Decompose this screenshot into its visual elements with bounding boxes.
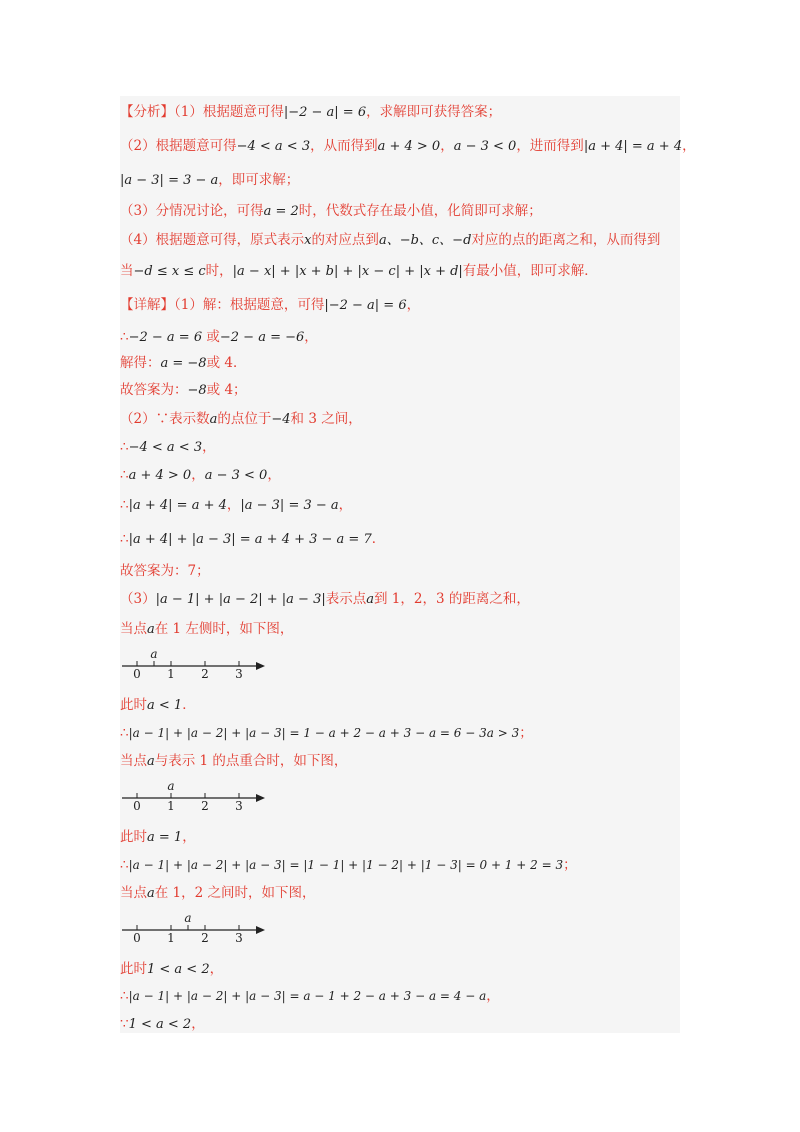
detail-line-6 — [120, 438, 216, 457]
detail-line-1 — [120, 296, 420, 315]
text: ； — [563, 857, 577, 873]
tick-label: 0 — [133, 931, 141, 942]
math: −4 < a < 3 — [128, 440, 203, 455]
text: 对应的点的距离之和，从而得到 — [471, 232, 661, 248]
text: 表示点 — [325, 591, 367, 607]
text: 时，代数式存在最小值，化简即可求解； — [298, 203, 542, 219]
math: |a − 1| + |a − 2| + |a − 3| — [155, 592, 326, 607]
detail-line-5 — [120, 410, 362, 429]
math: a < 1 — [147, 698, 183, 713]
math: a = 1 — [147, 830, 183, 845]
text: ． — [371, 531, 386, 547]
text: 解得： — [120, 355, 161, 371]
math: |a + 4| + |a − 3| = a + 4 + 3 − a = 7 — [128, 532, 372, 547]
tick-label: 2 — [201, 799, 209, 810]
tick-label: 1 — [167, 799, 175, 810]
math: |−2 − a| = 6 — [283, 105, 367, 120]
therefore-symbol: ∴ — [120, 531, 129, 547]
text: ， — [682, 138, 696, 154]
text: （1）根据题意可得 — [174, 104, 284, 120]
text: ， — [202, 439, 216, 455]
math: a — [147, 622, 155, 637]
math: a — [147, 754, 155, 769]
text: 在 1，2 之间时，如下图， — [154, 885, 316, 901]
math: a − 3 < 0 — [453, 139, 517, 154]
text: ； — [519, 725, 533, 741]
math: a = 2 — [263, 204, 299, 219]
text: ， — [486, 988, 500, 1004]
detail-line-8 — [120, 496, 352, 515]
text: ， — [440, 138, 454, 154]
text: （3） — [120, 591, 156, 607]
detail-line-2 — [120, 328, 318, 347]
axis-arrow-icon — [256, 926, 265, 934]
text: ， — [209, 961, 224, 977]
therefore-symbol: ∴ — [120, 497, 129, 513]
text: （3）分情况讨论，可得 — [120, 203, 264, 219]
number-line-1 — [120, 644, 270, 678]
text: ，即可求解； — [218, 172, 300, 188]
text: 或 — [202, 329, 220, 345]
text: 此时 — [120, 697, 147, 713]
tick-label: 3 — [235, 799, 243, 810]
text: 当 — [120, 263, 134, 279]
therefore-symbol: ∴ — [120, 329, 129, 345]
text: 的对应点到 — [311, 232, 379, 248]
text: ，求解即可获得答案； — [366, 104, 502, 120]
tick-label: 0 — [133, 667, 141, 678]
math: x — [304, 233, 312, 248]
math: −8 — [187, 383, 207, 398]
therefore-symbol: ∴ — [120, 439, 129, 455]
point-label: a — [150, 647, 158, 661]
math: |a + 4| = a + 4 — [583, 139, 683, 154]
detail-line-18 — [120, 884, 316, 903]
math: a、−b、c、−d — [378, 233, 472, 248]
axis-arrow-icon — [256, 662, 265, 670]
analysis-line-2 — [120, 137, 696, 156]
tick-label: 3 — [235, 931, 243, 942]
detail-line-15 — [120, 752, 347, 771]
number-line-3 — [120, 908, 270, 942]
therefore-symbol: ∴ — [120, 988, 129, 1004]
math: −2 − a = −6 — [219, 330, 305, 345]
text: ， — [226, 497, 241, 513]
detail-line-10: 故答案为：7； — [120, 563, 210, 579]
math: a — [209, 412, 218, 427]
detail-line-13 — [120, 696, 196, 715]
point-label: a — [184, 911, 192, 925]
math: a — [147, 886, 155, 901]
math: |a − 3| = 3 − a — [120, 173, 219, 188]
detail-line-7 — [120, 466, 281, 485]
point-label: a — [167, 779, 175, 793]
math: 1 < a < 2 — [147, 962, 210, 977]
text: （2）根据题意可得 — [120, 138, 237, 154]
detail-line-12 — [120, 620, 293, 639]
analysis-line-6 — [120, 262, 598, 281]
text: 有最小值，即可求解． — [462, 263, 598, 279]
analysis-line-5 — [120, 231, 660, 250]
math: a = −8 — [160, 356, 207, 371]
tick-label: 0 — [133, 799, 141, 810]
analysis-heading: 【分析】 — [120, 104, 174, 120]
math: −2 − a = 6 — [128, 330, 203, 345]
math: −4 — [271, 412, 291, 427]
math: 1 < a < 2 — [128, 1017, 192, 1032]
text: ，从而得到 — [310, 138, 378, 154]
analysis-line-1 — [120, 103, 501, 122]
analysis-line-4 — [120, 202, 542, 221]
text: 时， — [205, 263, 233, 279]
text: 当点 — [120, 753, 147, 769]
detail-line-19 — [120, 960, 223, 979]
math: |a − 1| + |a − 2| + |a − 3| = a − 1 + 2 − a + 3 − a = 4 − a — [128, 989, 487, 1003]
detail-heading: 【详解】 — [120, 297, 174, 313]
number-line-2 — [120, 776, 270, 810]
detail-line-20 — [120, 987, 500, 1005]
text: （4）根据题意可得，原式表示 — [120, 232, 305, 248]
math: a + 4 > 0 — [128, 468, 192, 483]
detail-line-3 — [120, 354, 246, 373]
text: 与表示 1 的点重合时，如下图， — [154, 753, 348, 769]
math: |a − 1| + |a − 2| + |a − 3| = |1 − 1| + |1 − 2| + |1 − 3| = 0 + 1 + 2 = 3 — [128, 858, 564, 872]
therefore-symbol: ∴ — [120, 467, 129, 483]
text: ， — [191, 1016, 205, 1032]
math: −4 < a < 3 — [236, 139, 311, 154]
text: 在 1 左侧时，如下图， — [154, 621, 294, 637]
text: ， — [406, 297, 421, 313]
text: 当点 — [120, 885, 147, 901]
text: ， — [191, 467, 205, 483]
text: 和 3 之间， — [290, 411, 362, 427]
detail-line-17 — [120, 856, 577, 874]
text: 故答案为： — [120, 382, 188, 398]
detail-line-16 — [120, 828, 196, 847]
tick-label: 1 — [167, 667, 175, 678]
detail-line-4 — [120, 381, 247, 400]
tick-label: 2 — [201, 931, 209, 942]
analysis-line-3 — [120, 171, 299, 190]
math: |−2 − a| = 6 — [324, 298, 407, 313]
text: 到 1，2，3 的距离之和， — [374, 591, 530, 607]
tick-label: 2 — [201, 667, 209, 678]
math: |a − x| + |x + b| + |x − c| + |x + d| — [232, 264, 463, 279]
because-symbol: ∵ — [120, 1016, 129, 1032]
text: 或 4； — [206, 382, 247, 398]
text: 此时 — [120, 829, 147, 845]
math: a + 4 > 0 — [377, 139, 441, 154]
detail-line-11 — [120, 590, 530, 609]
text: 此时 — [120, 961, 147, 977]
text: （2）∵表示数 — [120, 411, 210, 427]
math: a − 3 < 0 — [204, 468, 268, 483]
therefore-symbol: ∴ — [120, 725, 129, 741]
detail-line-9 — [120, 530, 385, 549]
text: ． — [182, 697, 196, 713]
text: ， — [304, 329, 318, 345]
text: ， — [267, 467, 281, 483]
text: ， — [338, 497, 353, 513]
text: ，进而得到 — [516, 138, 584, 154]
text: ， — [182, 829, 196, 845]
math: −d ≤ x ≤ c — [133, 264, 206, 279]
tick-label: 1 — [167, 931, 175, 942]
math: a — [366, 592, 374, 607]
math: |a + 4| = a + 4 — [128, 498, 227, 513]
detail-line-21 — [120, 1015, 205, 1034]
text: 当点 — [120, 621, 147, 637]
tick-label: 3 — [235, 667, 243, 678]
text: （1）解：根据题意，可得 — [174, 297, 325, 313]
text: 的点位于 — [217, 411, 272, 427]
therefore-symbol: ∴ — [120, 857, 129, 873]
math: |a − 3| = 3 − a — [240, 498, 339, 513]
axis-arrow-icon — [256, 794, 265, 802]
math: |a − 1| + |a − 2| + |a − 3| = 1 − a + 2 − a + 3 − a = 6 − 3a > 3 — [128, 726, 520, 740]
text: 或 4． — [206, 355, 247, 371]
detail-line-14 — [120, 724, 533, 742]
